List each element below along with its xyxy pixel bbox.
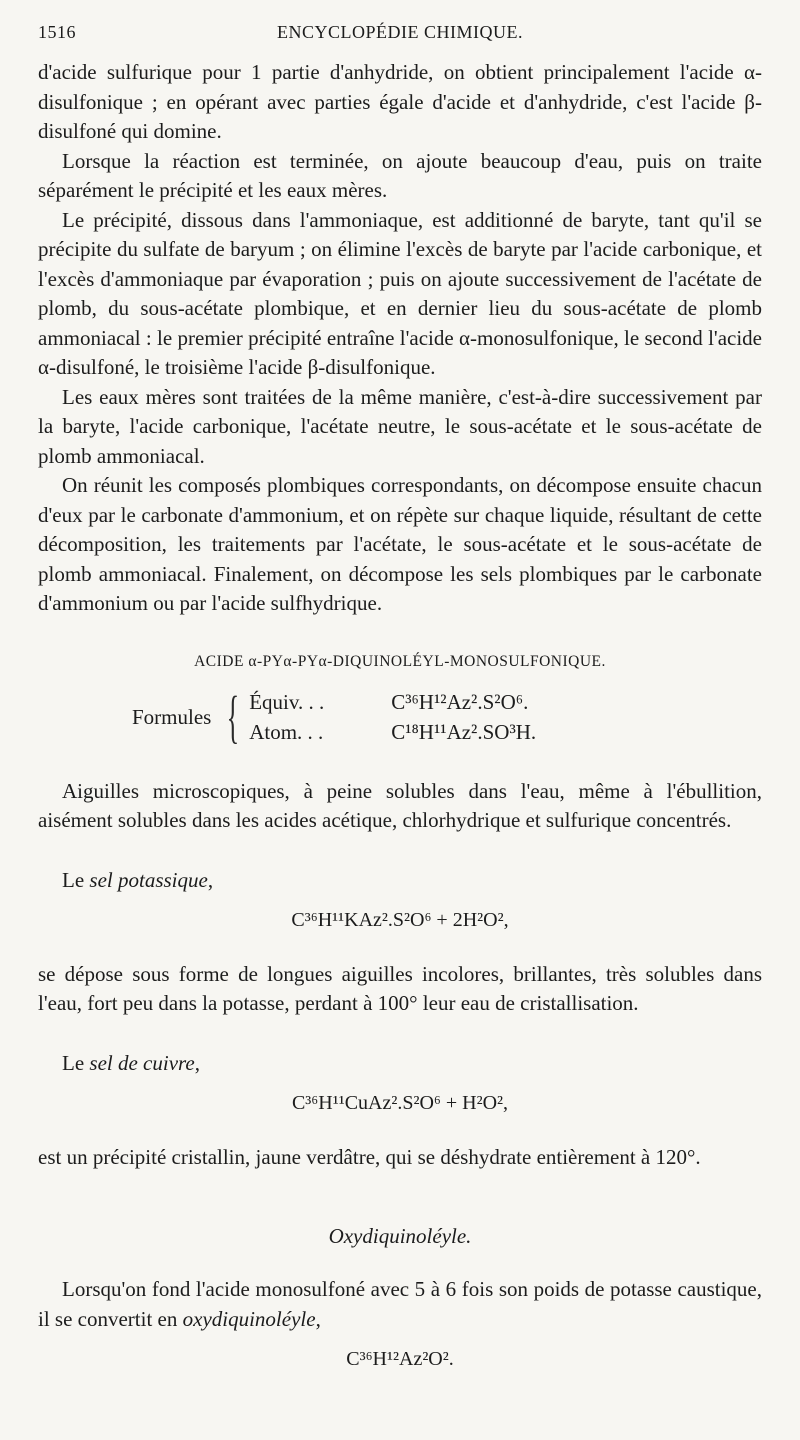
running-title: ENCYCLOPÉDIE CHIMIQUE.: [277, 22, 523, 42]
equiv-label: Équiv. . .: [249, 689, 325, 714]
potassium-salt-text: se dépose sous forme de longues aiguilles incolores, brillantes, très solubles dans l'eau, fort peu dans la potasse, perdant à 100° leur eau de cristallisation.: [38, 961, 762, 1015]
oxy-italic: oxydiquinoléyle: [182, 1306, 316, 1331]
oxy-subheading: Oxydiquinoléyle.: [328, 1224, 472, 1248]
copper-salt-text: est un précipité cristallin, jaune verdâtre, qui se déshydrate entièrement à 120°.: [38, 1144, 701, 1169]
paragraph-5: On réunit les composés plombiques correspondants, on décompose ensuite chacun d'eux par le carbonate d'ammonium, et on répète sur chaque liquide, résultant de cette décomposition, les traitements par l'acétate, le sous-acétate et le sous-acétate de plomb ammoniacal. Finalement, on décompose les sels plombiques par le carbonate d'ammonium ou par l'acide sulfhydrique.: [38, 473, 762, 615]
lead-prefix: Le: [62, 867, 90, 892]
formula-row-atom: [249, 717, 536, 747]
page-body: [38, 58, 762, 1399]
lead-prefix: Le: [62, 1050, 90, 1075]
page-number: 1516: [38, 22, 76, 42]
page-header: [38, 22, 762, 52]
copper-salt-lead: [62, 1049, 762, 1078]
formulas-block: [132, 683, 762, 749]
brace-icon: {: [227, 683, 240, 749]
potassium-salt-formula: C³⁶H¹¹KAz².S²O⁶ + 2H²O²,: [291, 908, 509, 931]
paragraph-4: Les eaux mères sont traitées de la même manière, c'est-à-dire successivement par la baryte, l'acide carbonique, l'acétate neutre, le sous-acétate et le sous-acétate de plomb ammoniacal.: [38, 384, 762, 468]
paragraph-3: Le précipité, dissous dans l'ammoniaque, est additionné de baryte, tant qu'il se précipite du sulfate de baryum ; on élimine l'excès de baryte par l'acide carbonique, et l'excès d'ammoniaque par évaporation ; puis on ajoute successivement de l'acétate de plomb, du sous-acétate plombique, et en dernier lieu du sous-acétate de plomb ammoniacal : le premier précipité entraîne l'acide α-monosulfonique, le second l'acide α-disulfoné, le troisième l'acide β-disulfonique.: [38, 207, 762, 379]
atom-label: Atom. . .: [249, 719, 324, 744]
paragraph-1: d'acide sulfurique pour 1 partie d'anhydride, on obtient principalement l'acide α-disulfonique ; en opérant avec parties égale d'acide et d'anhydride, c'est l'acide β-disulfoné qui domine.: [38, 60, 762, 143]
formula-row-equiv: [249, 687, 536, 717]
lead-suffix: ,: [194, 1050, 200, 1075]
description-paragraph: Aiguilles microscopiques, à peine solubles dans l'eau, même à l'ébullition, aisément solubles dans les acides acétique, chlorhydrique et sulfurique concentrés.: [38, 778, 762, 832]
oxy-text: Lorsqu'on fond l'acide monosulfoné avec 5 à 6 fois son poids de potasse caustique, il se convertit en: [38, 1277, 762, 1331]
paragraph-2: Lorsque la réaction est terminée, on ajoute beaucoup d'eau, puis on traite séparément le précipité et les eaux mères.: [38, 148, 762, 202]
formulas-label: Formules: [132, 704, 212, 729]
atom-formula: C¹⁸H¹¹Az².SO³H.: [391, 719, 537, 744]
copper-salt-formula: C³⁶H¹¹CuAz².S²O⁶ + H²O²,: [291, 1091, 509, 1114]
section-heading: ACIDE α-PYα-PYα-DIQUINOLÉYL-MONOSULFONIQUE.: [194, 652, 606, 670]
potassium-salt-lead: [62, 866, 762, 895]
oxy-suffix: ,: [315, 1306, 321, 1331]
lead-suffix: ,: [207, 867, 214, 892]
equiv-formula: C³⁶H¹²Az².S²O⁶.: [391, 689, 529, 714]
oxy-paragraph: [38, 1275, 762, 1334]
lead-italic: sel potassique: [89, 867, 208, 892]
lead-italic: sel de cuivre: [89, 1050, 195, 1075]
oxy-formula: C³⁶H¹²Az²O².: [346, 1348, 454, 1370]
